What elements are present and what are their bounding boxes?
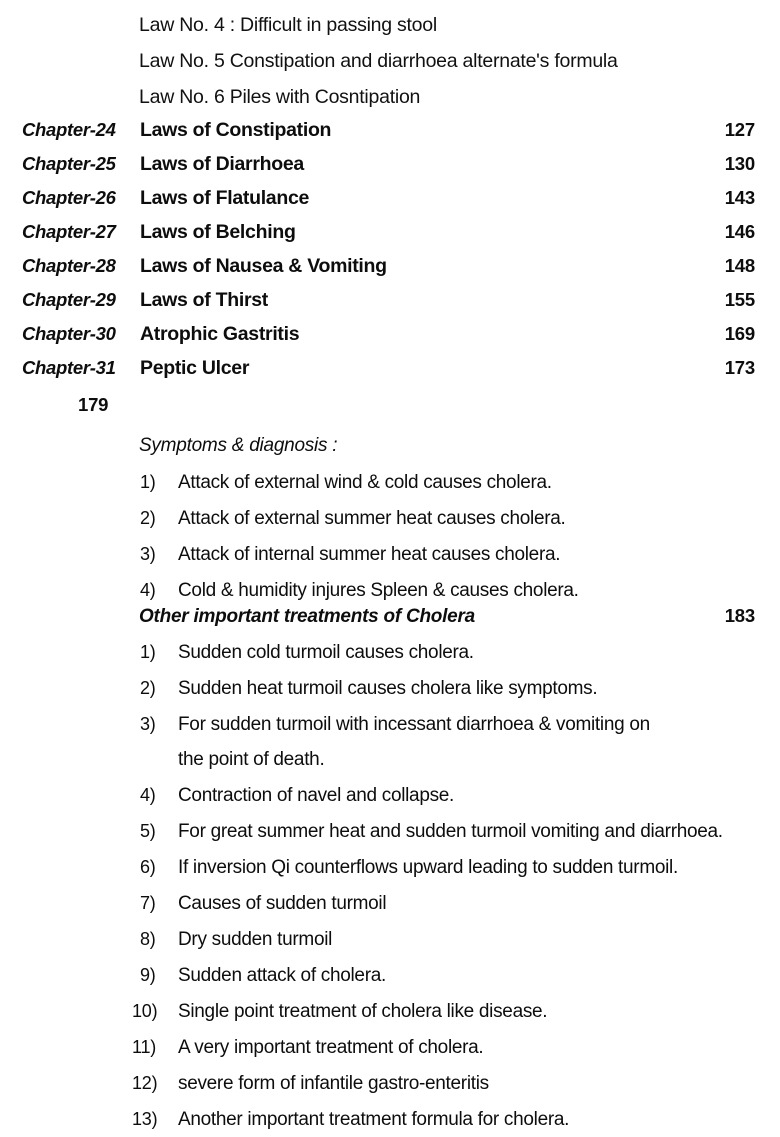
list-item bbox=[0, 850, 780, 885]
list-item-number: 3) bbox=[140, 714, 156, 734]
list-item bbox=[0, 778, 780, 813]
table-of-contents bbox=[0, 113, 780, 385]
list-item bbox=[0, 1102, 780, 1137]
toc-chapter-label: Chapter-27 bbox=[22, 221, 116, 242]
list-item-number: 11) bbox=[132, 1037, 157, 1057]
numbered-list bbox=[0, 635, 780, 1137]
toc-chapter-title: Laws of Flatulance bbox=[140, 187, 310, 209]
toc-page-number: 146 bbox=[724, 221, 755, 242]
toc-row[interactable] bbox=[0, 181, 780, 215]
toc-row[interactable] bbox=[0, 147, 780, 181]
list-item-text bbox=[178, 707, 738, 777]
toc-chapter-title: Laws of Nausea & Vomiting bbox=[140, 255, 387, 277]
list-item-number: 1) bbox=[140, 472, 156, 492]
list-item-text-line2: the point of death. bbox=[178, 749, 325, 770]
list-item-text: If inversion Qi counterflows upward leading to sudden turmoil. bbox=[178, 857, 678, 878]
list-item-text: Contraction of navel and collapse. bbox=[178, 785, 455, 806]
list-item-text: severe form of infantile gastro-enteritis bbox=[178, 1073, 489, 1094]
toc-page-number: 169 bbox=[724, 323, 755, 344]
toc-row[interactable] bbox=[0, 283, 780, 317]
toc-page-number: 127 bbox=[724, 119, 755, 140]
list-item bbox=[0, 537, 780, 572]
list-item-text: Attack of external wind & cold causes cholera. bbox=[178, 472, 552, 493]
toc-chapter-label: Chapter-24 bbox=[22, 119, 116, 140]
law-lines-block bbox=[139, 7, 739, 115]
list-item-number: 7) bbox=[140, 893, 156, 913]
toc-row[interactable] bbox=[0, 317, 780, 351]
list-item bbox=[0, 1066, 780, 1101]
list-item bbox=[0, 1030, 780, 1065]
list-item-number: 3) bbox=[140, 544, 156, 564]
toc-chapter-title: Atrophic Gastritis bbox=[140, 323, 300, 345]
list-item-number: 2) bbox=[140, 508, 156, 528]
toc-chapter-label: Chapter-28 bbox=[22, 255, 116, 276]
list-item bbox=[0, 465, 780, 500]
list-item-text-line1: For sudden turmoil with incessant diarrhoea & vomiting on bbox=[178, 714, 650, 735]
list-item-number: 12) bbox=[132, 1073, 158, 1093]
list-item-text: For great summer heat and sudden turmoil vomiting and diarrhoea. bbox=[178, 821, 723, 842]
list-item bbox=[0, 958, 780, 993]
orphan-page-number: 179 bbox=[78, 394, 109, 415]
list-item bbox=[0, 671, 780, 706]
list-item-text: Another important treatment formula for cholera. bbox=[178, 1109, 570, 1130]
list-item-number: 1) bbox=[140, 642, 156, 662]
list-item-number: 5) bbox=[140, 821, 156, 841]
list-item bbox=[0, 994, 780, 1029]
list-item-text: Sudden attack of cholera. bbox=[178, 965, 386, 986]
list-item-text: Single point treatment of cholera like disease. bbox=[178, 1001, 548, 1022]
list-item-number: 9) bbox=[140, 965, 156, 985]
list-item bbox=[0, 922, 780, 957]
section-heading: Other important treatments of Cholera bbox=[139, 606, 475, 627]
list-item-text: A very important treatment of cholera. bbox=[178, 1037, 484, 1058]
section-heading-row bbox=[0, 428, 780, 464]
list-item-number: 13) bbox=[132, 1109, 158, 1129]
toc-page-number: 155 bbox=[724, 289, 755, 310]
list-item-text: Cold & humidity injures Spleen & causes cholera. bbox=[178, 580, 579, 601]
toc-chapter-title: Laws of Belching bbox=[140, 221, 296, 243]
section-heading-row bbox=[0, 598, 780, 634]
list-item-number: 8) bbox=[140, 929, 156, 949]
list-item-text: Causes of sudden turmoil bbox=[178, 893, 387, 914]
section-symptoms-diagnosis bbox=[0, 428, 780, 608]
list-item-text: Sudden heat turmoil causes cholera like symptoms. bbox=[178, 678, 598, 699]
toc-row[interactable] bbox=[0, 249, 780, 283]
list-item bbox=[0, 707, 780, 777]
toc-row[interactable] bbox=[0, 113, 780, 147]
list-item-number: 4) bbox=[140, 785, 156, 805]
list-item-text: Sudden cold turmoil causes cholera. bbox=[178, 642, 474, 663]
list-item bbox=[0, 635, 780, 670]
toc-chapter-title: Laws of Constipation bbox=[140, 119, 332, 141]
list-item-number: 4) bbox=[140, 580, 156, 600]
section-other-important-treatments bbox=[0, 598, 780, 1137]
list-item-number: 6) bbox=[140, 857, 156, 877]
toc-page-number: 130 bbox=[724, 153, 755, 174]
toc-chapter-label: Chapter-26 bbox=[22, 187, 116, 208]
toc-chapter-title: Laws of Thirst bbox=[140, 289, 268, 311]
list-item-number: 2) bbox=[140, 678, 156, 698]
toc-chapter-label: Chapter-31 bbox=[22, 357, 116, 378]
toc-row[interactable] bbox=[0, 215, 780, 249]
section-page-number: 183 bbox=[724, 605, 755, 626]
list-item-number: 10) bbox=[132, 1001, 158, 1021]
section-heading: Symptoms & diagnosis : bbox=[139, 435, 338, 456]
list-item bbox=[0, 501, 780, 536]
law-line: Law No. 6 Piles with Cosntipation bbox=[139, 86, 421, 108]
toc-page-number: 173 bbox=[724, 357, 755, 378]
law-line: Law No. 4 : Difficult in passing stool bbox=[139, 14, 437, 36]
toc-chapter-label: Chapter-30 bbox=[22, 323, 116, 344]
toc-row[interactable] bbox=[0, 351, 780, 385]
list-item-text: Attack of external summer heat causes cholera. bbox=[178, 508, 566, 529]
toc-chapter-label: Chapter-29 bbox=[22, 289, 116, 310]
toc-chapter-title: Laws of Diarrhoea bbox=[140, 153, 304, 175]
toc-page-number: 148 bbox=[724, 255, 755, 276]
list-item-text: Dry sudden turmoil bbox=[178, 929, 333, 950]
list-item-text: Attack of internal summer heat causes cholera. bbox=[178, 544, 561, 565]
toc-chapter-title: Peptic Ulcer bbox=[140, 357, 250, 379]
list-item bbox=[0, 814, 780, 849]
numbered-list bbox=[0, 465, 780, 608]
toc-page-number: 143 bbox=[724, 187, 755, 208]
toc-chapter-label: Chapter-25 bbox=[22, 153, 116, 174]
law-line: Law No. 5 Constipation and diarrhoea alternate's formula bbox=[139, 50, 618, 72]
list-item bbox=[0, 886, 780, 921]
